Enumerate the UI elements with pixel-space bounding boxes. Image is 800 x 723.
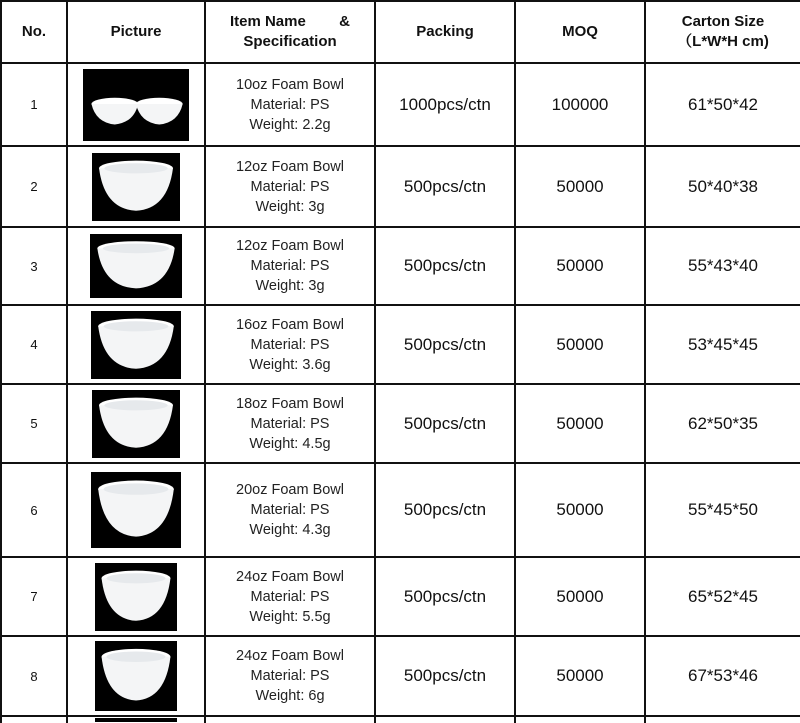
moq-cell: 50000 [515,384,645,463]
table-row-partial [1,716,800,723]
two-bowls-graphic [83,69,189,141]
item-material: Material: PS [250,336,330,353]
bowl-graphic [92,153,180,221]
item-name: 12oz Foam Bowl [236,158,344,175]
bowl-graphic [91,472,181,548]
moq-cell: 50000 [515,463,645,557]
header-moq: MOQ [515,1,645,63]
picture-cell [67,384,205,463]
item-name: 24oz Foam Bowl [236,648,344,664]
bowl-graphic [90,234,182,298]
table-row [1,557,800,636]
item-weight: Weight: 3g [255,278,325,294]
bowl-graphic [91,311,181,379]
header-carton-size [645,1,800,63]
packing-cell: 500pcs/ctn [375,146,515,227]
carton-size-cell: 65*52*45 [645,557,800,636]
bowl-graphic [92,390,180,458]
bowl-graphic [95,563,177,631]
item-material: Material: PS [250,415,330,432]
foam-bowl-photo [92,390,180,458]
item-material: Material: PS [250,502,330,518]
item-spec-cell [205,305,375,384]
item-weight: Weight: 4.3g [249,522,331,538]
packing-cell: 500pcs/ctn [375,227,515,305]
row-number: 6 [1,463,67,557]
header-carton-label: Carton Size [681,13,765,30]
row-number: 1 [1,63,67,146]
moq-cell: 50000 [515,557,645,636]
row-number: 8 [1,636,67,716]
item-material: Material: PS [250,178,330,195]
row-number: 7 [1,557,67,636]
item-name: 24oz Foam Bowl [236,568,344,585]
item-weight: Weight: 3g [255,198,325,215]
picture-cell [67,463,205,557]
bowl-graphic [95,641,177,711]
table-row [1,63,800,146]
row-number: 2 [1,146,67,227]
header-picture: Picture [67,1,205,63]
table-row [1,146,800,227]
item-spec-cell [205,146,375,227]
item-name: 18oz Foam Bowl [236,395,344,412]
picture-cell [67,146,205,227]
foam-bowl-photo [91,472,181,548]
carton-size-cell: 67*53*46 [645,636,800,716]
item-name: 16oz Foam Bowl [236,316,344,333]
item-spec-cell [205,63,375,146]
header-carton-units: （L*W*H cm) [677,33,769,50]
row-number: 3 [1,227,67,305]
item-name: 20oz Foam Bowl [236,482,344,498]
header-packing: Packing [375,1,515,63]
item-spec-cell [205,463,375,557]
item-spec-cell [205,557,375,636]
header-item-spec [205,1,375,63]
item-material: Material: PS [250,668,330,684]
item-weight: Weight: 5.5g [249,608,331,625]
carton-size-cell: 50*40*38 [645,146,800,227]
carton-size-cell: 62*50*35 [645,384,800,463]
item-weight: Weight: 2.2g [249,116,331,133]
foam-bowl-photo [95,718,177,722]
item-spec-cell [205,636,375,716]
picture-cell [67,716,205,723]
moq-cell: 50000 [515,636,645,716]
moq-cell: 100000 [515,63,645,146]
item-name: 12oz Foam Bowl [236,238,344,254]
foam-bowl-photo [95,563,177,631]
table-row [1,305,800,384]
packing-cell: 500pcs/ctn [375,463,515,557]
picture-cell [67,305,205,384]
table-row [1,227,800,305]
table-row [1,636,800,716]
carton-size-cell: 53*45*45 [645,305,800,384]
picture-cell [67,63,205,146]
item-spec-cell [205,384,375,463]
moq-cell: 50000 [515,146,645,227]
item-material: Material: PS [250,588,330,605]
item-weight: Weight: 4.5g [249,435,331,452]
packing-cell: 500pcs/ctn [375,557,515,636]
two-foam-bowls-photo [83,69,189,141]
foam-bowl-photo [92,153,180,221]
table-row [1,463,800,557]
carton-size-cell: 55*45*50 [645,463,800,557]
carton-size-cell: 55*43*40 [645,227,800,305]
foam-bowl-photo [90,234,182,298]
item-material: Material: PS [250,258,330,274]
packing-cell: 500pcs/ctn [375,305,515,384]
header-specification: Specification [243,33,337,50]
packing-cell: 500pcs/ctn [375,636,515,716]
carton-size-cell: 61*50*42 [645,63,800,146]
moq-cell: 50000 [515,227,645,305]
item-material: Material: PS [250,96,330,113]
moq-cell: 50000 [515,305,645,384]
picture-cell [67,227,205,305]
header-row [1,1,800,63]
table-row [1,384,800,463]
header-item-name: Item Name & [229,13,351,30]
packing-cell: 1000pcs/ctn [375,63,515,146]
foam-bowl-photo [91,311,181,379]
row-number: 5 [1,384,67,463]
row-number: 4 [1,305,67,384]
item-weight: Weight: 6g [255,688,325,704]
packing-cell: 500pcs/ctn [375,384,515,463]
item-weight: Weight: 3.6g [249,356,331,373]
header-no: No. [1,1,67,63]
picture-cell [67,557,205,636]
foam-bowl-photo [95,641,177,711]
item-spec-cell [205,227,375,305]
picture-cell [67,636,205,716]
item-name: 10oz Foam Bowl [236,76,344,93]
